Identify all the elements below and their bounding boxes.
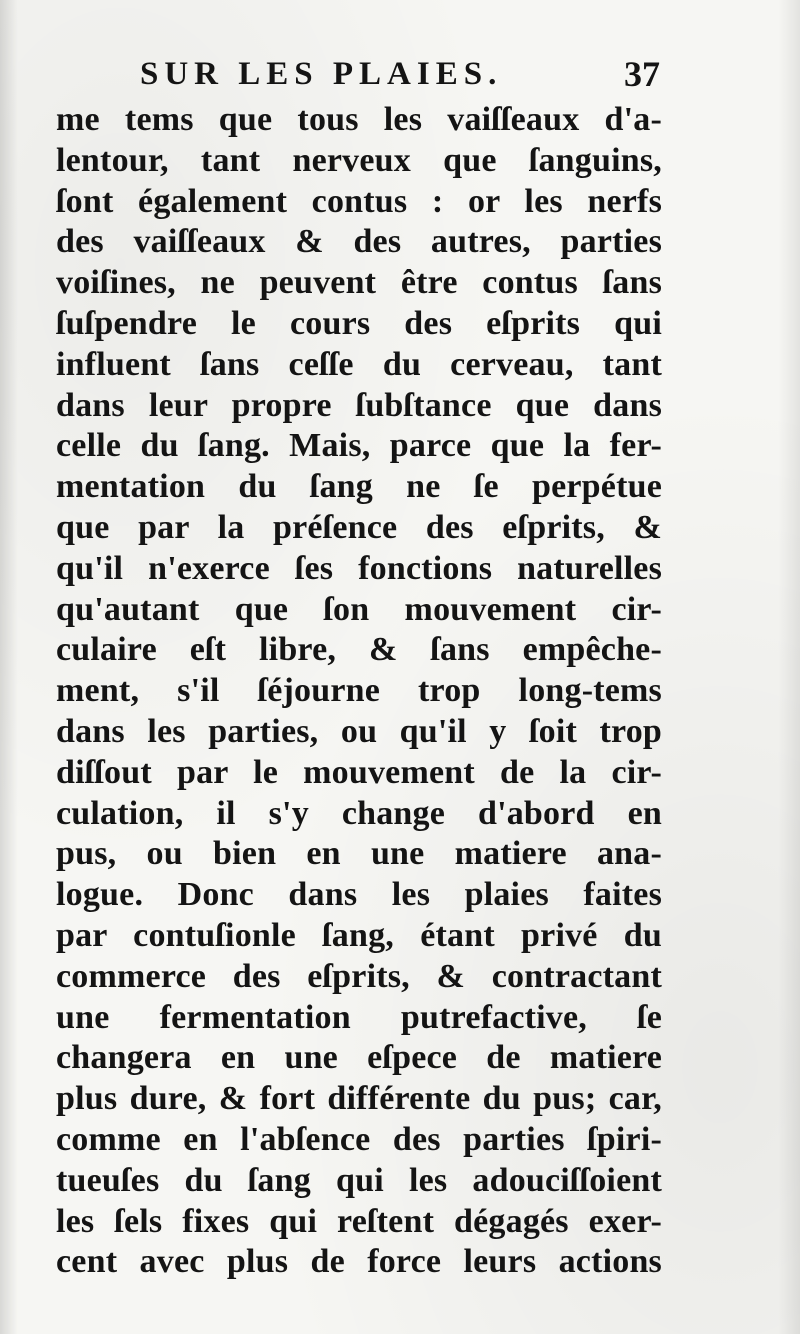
running-head: SUR LES PLAIES. (140, 56, 503, 92)
text-line: que par la préſence des eſprits, & (56, 508, 662, 546)
text-line: plus dure, & fort différente du pus; car, (56, 1080, 662, 1118)
text-line: qu'autant que ſon mouvement cir- (56, 590, 662, 628)
text-line: influent ſans ceſſe du cerveau, tant (56, 345, 662, 383)
text-line: culaire eſt libre, & ſans empêche- (56, 631, 662, 669)
text-line: celle du ſang. Mais, parce que la fer- (56, 427, 662, 465)
text-line: ment, s'il ſéjourne trop long-tems (56, 672, 662, 710)
text-line: diſſout par le mouvement de la cir- (56, 753, 662, 791)
text-line: dans les parties, ou qu'il y ſoit trop (56, 712, 662, 750)
text-line: les ſels fixes qui reſtent dégagés exer- (56, 1202, 662, 1240)
page-number: 37 (624, 54, 660, 94)
text-line: ſuſpendre le cours des eſprits qui (56, 304, 662, 342)
text-line: une fermentation putrefactive, ſe (56, 998, 662, 1036)
text-line: voiſines, ne peuvent être contus ſans (56, 264, 662, 302)
text-line: comme en l'abſence des parties ſpiri- (56, 1120, 662, 1158)
text-line: pus, ou bien en une matiere ana- (56, 835, 662, 873)
text-line: me tems que tous les vaiſſeaux d'a- (56, 101, 662, 138)
text-line: ſont également contus : or les nerfs (56, 182, 662, 220)
text-line: des vaiſſeaux & des autres, parties (56, 223, 662, 261)
text-line: par contuſionle ſang, étant privé du (56, 916, 662, 954)
text-line: qu'il n'exerce ſes fonctions naturelles (56, 549, 662, 587)
body-text (56, 100, 662, 1283)
gutter-shadow (0, 0, 18, 1334)
text-line: mentation du ſang ne ſe perpétue (56, 468, 662, 506)
text-line: logue. Donc dans les plaies faites (56, 876, 662, 914)
text-line: changera en une eſpece de matiere (56, 1039, 662, 1077)
text-line: dans leur propre ſubſtance que dans (56, 386, 662, 424)
text-line: lentour, tant nerveux que ſanguins, (56, 141, 662, 179)
text-line: tueuſes du ſang qui les adouciſſoient (56, 1161, 662, 1199)
text-line: cent avec plus de force leurs actions (56, 1243, 662, 1281)
page-header (140, 52, 660, 100)
page-edge-shadow (778, 0, 800, 1334)
text-line: commerce des eſprits, & contractant (56, 957, 662, 995)
text-line: culation, il s'y change d'abord en (56, 794, 662, 832)
